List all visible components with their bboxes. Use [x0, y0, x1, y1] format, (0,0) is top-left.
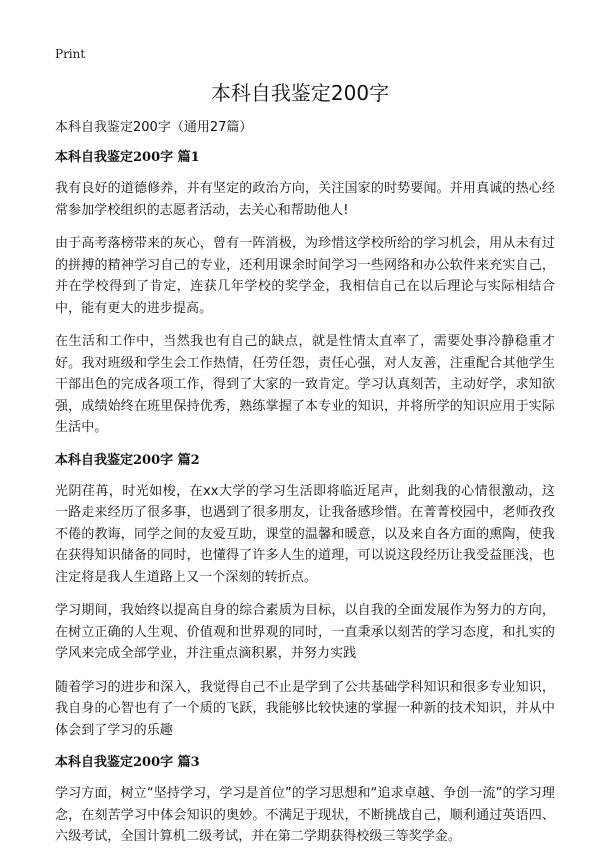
paragraph: 在生活和工作中，当然我也有自己的缺点，就是性情太直率了，需要处事冷静稳重才好。我对班级和学生会工作热情，任劳任怨，责任心强，对人友善，注重配合其他学生干部出色的完成各项工作，得到了大家的一致肯定。学习认真刻苦，主动好学，求知欲强，成绩始终在班里保持优秀，熟练掌握了本专业的知识，并将所学的知识应用于实际生活中。 [55, 334, 555, 435]
document-subtitle: 本科自我鉴定200字（通用27篇） [55, 120, 253, 135]
paragraph: 光阴荏苒，时光如梭，在xx大学的学习生活即将临近尾声，此刻我的心情很激动，这一路走来经历了很多事，也遇到了很多朋友，让我备感珍惜。在菁菁校园中，老师孜孜不倦的教诲，同学之间的友爱互助，课堂的温馨和暖意，以及来自各方面的熏陶，使我在获得知识储备的同时，也懂得了许多人生的道理，可以说这段经历让我受益匪浅，也注定将是我人生道路上又一个深刻的转折点。 [55, 483, 555, 585]
paragraph: 我有良好的道德修养，并有坚定的政治方向，关注国家的时势要闻。并用真诚的热心经常参加学校组织的志愿者活动，去关心和帮助他人! [55, 181, 555, 218]
paragraph: 学习期间，我始终以提高自身的综合素质为目标，以自我的全面发展作为努力的方向，在树立正确的人生观、价值观和世界观的同时，一直秉承以刻苦的学习态度，和扎实的学风来完成全部学业，并注重点滴积累，并努力实践 [55, 603, 555, 661]
section-heading: 本科自我鉴定200字 篇2 [55, 452, 200, 468]
section-heading: 本科自我鉴定200字 篇3 [55, 755, 200, 770]
section-heading: 本科自我鉴定200字 篇1 [55, 150, 200, 165]
document-body [55, 118, 555, 860]
page-title: 本科自我鉴定200字 [210, 81, 390, 105]
paragraph: 由于高考落榜带来的灰心，曾有一阵消极，为珍惜这学校所给的学习机会，用从未有过的拼搏的精神学习自己的专业，还利用课余时间学习一些网络和办公软件来充实自己，并在学校得到了肯定，连获几年学校的奖学金，我相信自己在以后理论与实际相结合中，能有更大的进步提高。 [55, 236, 555, 316]
paragraph: 学习方面，树立“坚持学习，学习是首位”的学习思想和“追求卓越、争创一流”的学习理念，在刻苦学习中体会知识的奥妙。不满足于现状，不断挑战自己，顺利通过英语四、六级考试，全国计算机二级考试，并在第二学期获得校级三等奖学金。 [55, 786, 555, 844]
print-link[interactable]: Print [55, 47, 86, 61]
paragraph: 随着学习的进步和深入，我觉得自己不止是学到了公共基础学科知识和很多专业知识，我自身的心智也有了一个质的飞跃，我能够比较快速的掌握一种新的技术知识，并从中体会到了学习的乐趣 [55, 679, 555, 738]
